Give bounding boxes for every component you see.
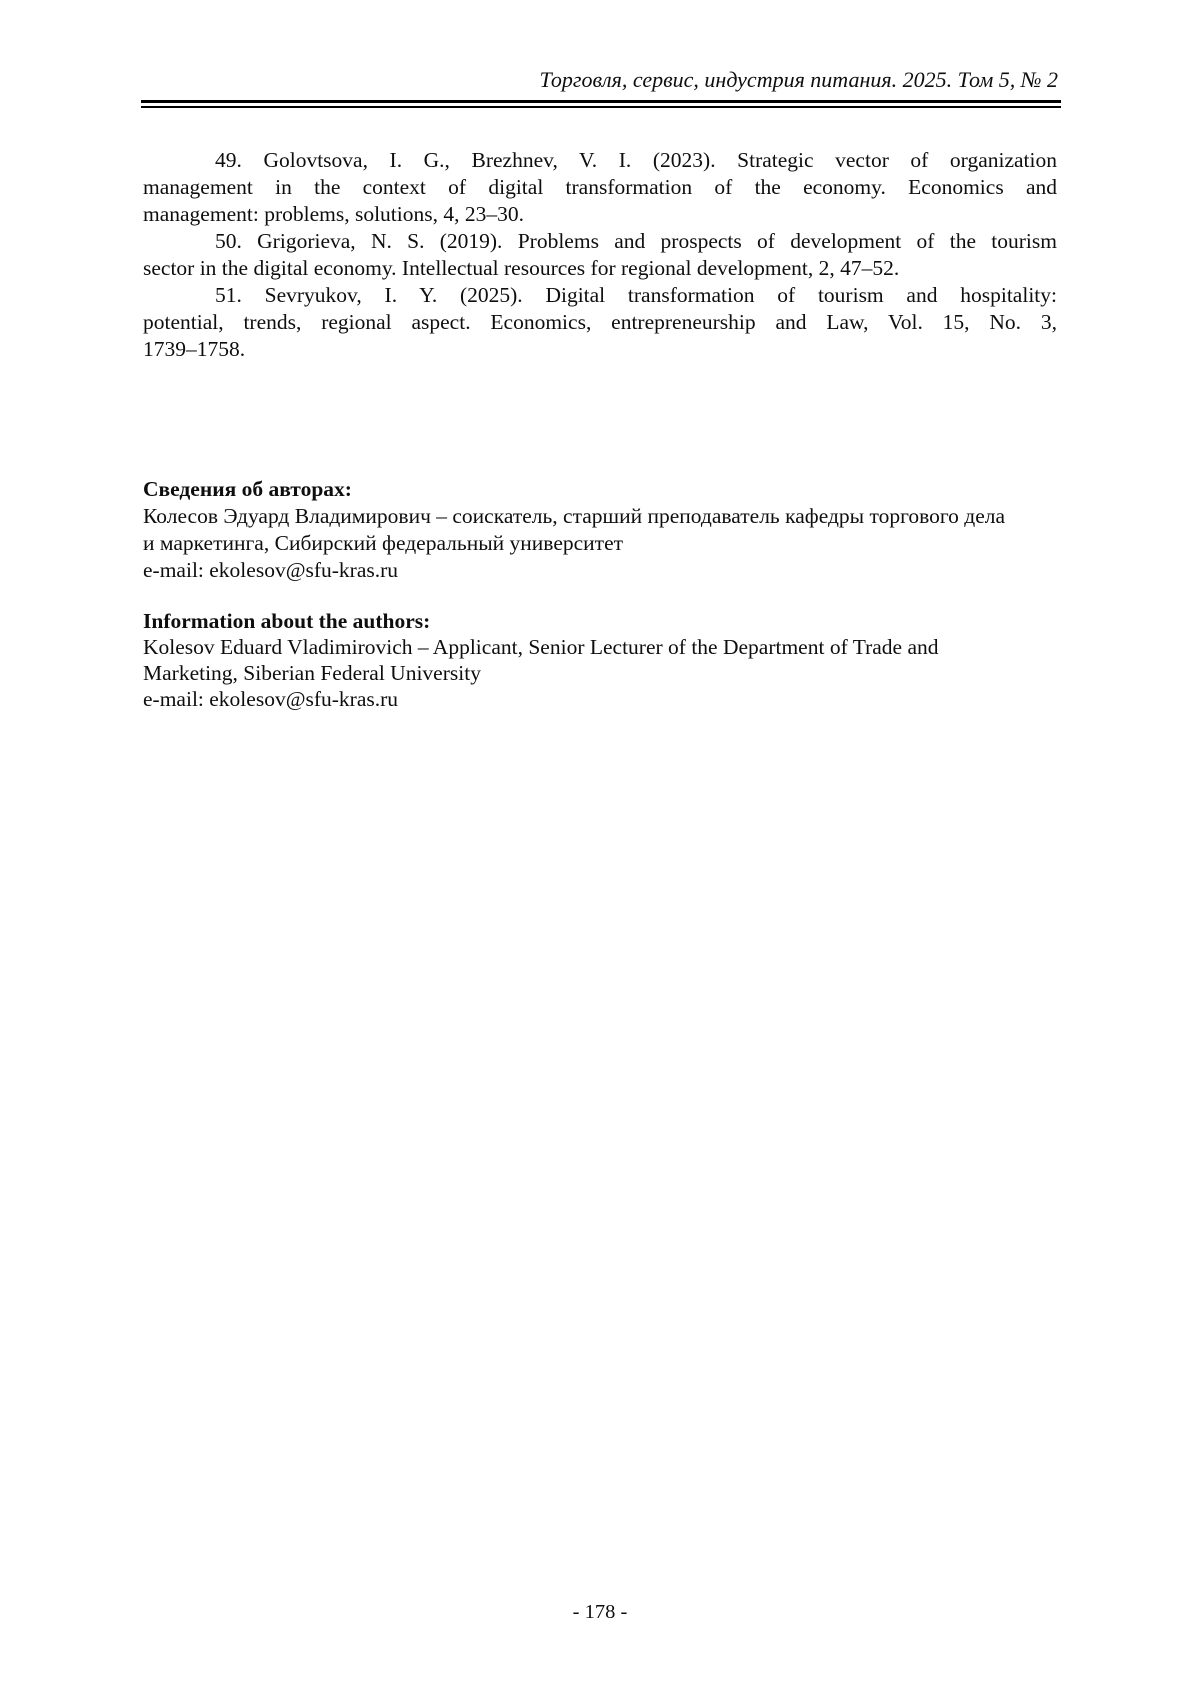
reference-line: potential, trends, regional aspect. Economics, entrepreneurship and Law, Vol. 15, No. 3,	[143, 310, 1057, 334]
header-double-rule	[141, 100, 1061, 108]
references-list	[143, 147, 1057, 363]
reference-item-50	[143, 228, 1057, 282]
author-ru-line: Колесов Эдуард Владимирович – соискатель, старший преподаватель кафедры торгового дела	[143, 504, 1006, 528]
authors-info-ru	[143, 476, 1057, 584]
page-number: - 178 -	[572, 1601, 628, 1623]
reference-line: management: problems, solutions, 4, 23–30.	[143, 202, 524, 226]
reference-line: sector in the digital economy. Intellectual resources for regional development, 2, 47–52.	[143, 256, 900, 280]
reference-line: management in the context of digital transformation of the economy. Economics and	[143, 175, 1057, 199]
reference-item-51	[143, 282, 1057, 363]
reference-line: 1739–1758.	[143, 337, 246, 361]
author-ru-email: e-mail: ekolesov@sfu-kras.ru	[143, 558, 399, 582]
reference-item-49	[143, 147, 1057, 228]
reference-line: 50. Grigorieva, N. S. (2019). Problems and prospects of development of the tourism	[215, 229, 1057, 253]
authors-en-heading: Information about the authors:	[143, 609, 431, 633]
author-en-line: Kolesov Eduard Vladimirovich – Applicant, Senior Lecturer of the Department of Trade and	[143, 635, 939, 659]
author-en-line: Marketing, Siberian Federal University	[143, 661, 481, 685]
reference-line: 49. Golovtsova, I. G., Brezhnev, V. I. (2023). Strategic vector of organization	[215, 148, 1057, 172]
authors-info-en	[143, 608, 1057, 712]
journal-header-title: Торговля, сервис, индустрия питания. 2025. Том 5, № 2	[539, 67, 1058, 92]
authors-ru-heading: Сведения об авторах:	[143, 477, 352, 501]
reference-line: 51. Sevryukov, I. Y. (2025). Digital transformation of tourism and hospitality:	[215, 283, 1057, 307]
author-en-email: e-mail: ekolesov@sfu-kras.ru	[143, 687, 399, 711]
author-ru-line: и маркетинга, Сибирский федеральный университет	[143, 531, 624, 555]
